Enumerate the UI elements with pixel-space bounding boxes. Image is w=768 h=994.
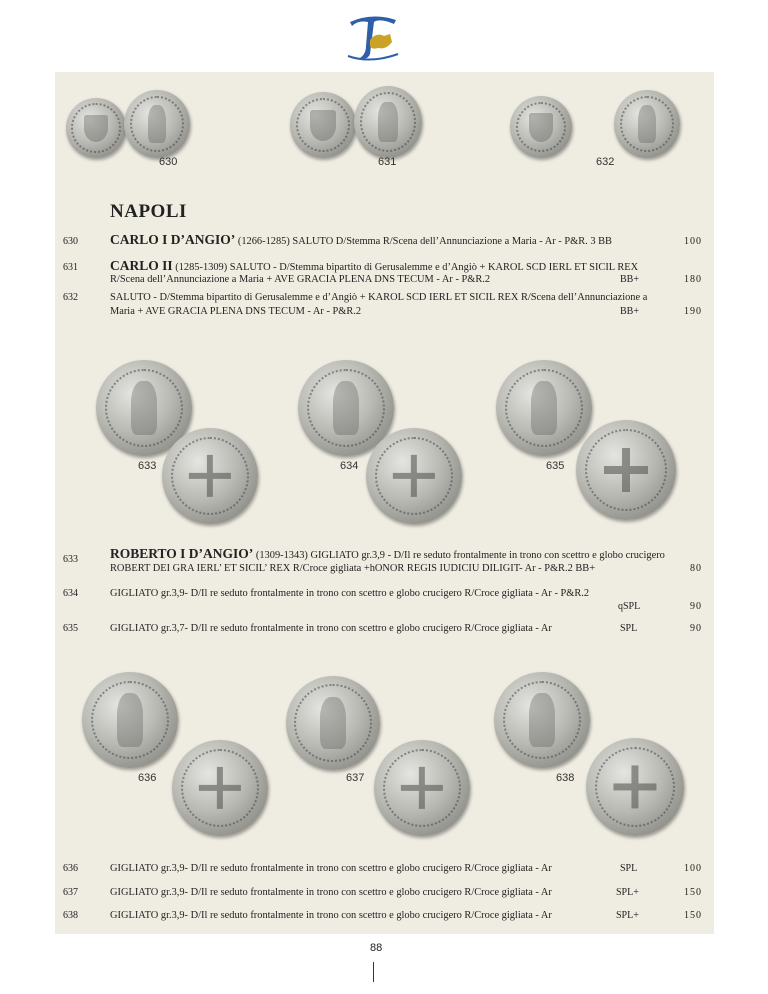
lot-price: 90 [690, 601, 702, 612]
coin-636-obverse [82, 672, 178, 768]
lot-price: 150 [684, 910, 702, 921]
coin-635-reverse [576, 420, 676, 520]
coin-635-obverse [496, 360, 592, 456]
lot-text-line2: R/Scena dell’Annunciazione a Maria + AVE GRACIA PLENA DNS TECUM - Ar - P&R.2 [110, 274, 491, 285]
lot-grade: qSPL [618, 601, 641, 612]
coin-637-obverse [286, 676, 380, 770]
lot-price: 190 [684, 306, 702, 317]
page-marker-line [373, 962, 374, 982]
lot-text: (1266-1285) SALUTO D/Stemma R/Scena dell’Annunciazione a Maria - Ar - P&R. 3 BB [237, 236, 612, 247]
lot-grade: SPL [620, 623, 638, 634]
coin-label-638: 638 [556, 772, 575, 784]
section-title: NAPOLI [110, 201, 187, 222]
lot-price: 150 [684, 887, 702, 898]
lot-description [110, 258, 638, 274]
lot-text: SALUTO - D/Stemma bipartito di Gerusalemme e d’Angiò + KAROL SCD IERL ET SICIL REX R/Scena dell’Annunciazione a [110, 292, 648, 303]
lot-text: (1285-1309) SALUTO - D/Stemma bipartito di Gerusalemme e d’Angiò + KAROL SCD IERL ET SICIL REX [175, 262, 639, 273]
lot-description [110, 232, 612, 248]
coin-label-631: 631 [378, 156, 397, 168]
coin-634-reverse [366, 428, 462, 524]
lot-text-line2: Maria + AVE GRACIA PLENA DNS TECUM - Ar - P&R.2 [110, 306, 362, 317]
lot-text: (1309-1343) GIGLIATO gr.3,9 - D/Il re seduto frontalmente in trono con scettro e globo crucigero [255, 550, 665, 561]
lot-text: GIGLIATO gr.3,9- D/Il re seduto frontalmente in trono con scettro e globo crucigero R/Croce gigliata - Ar [110, 887, 552, 898]
coin-631-obverse [290, 92, 356, 158]
coin-label-635: 635 [546, 460, 565, 472]
lot-text: GIGLIATO gr.3,9- D/Il re seduto frontalmente in trono con scettro e globo crucigero R/Croce gigliata - Ar [110, 863, 552, 874]
coin-label-634: 634 [340, 460, 359, 472]
coin-label-637: 637 [346, 772, 365, 784]
coin-631-reverse [354, 86, 422, 158]
lot-number: 634 [63, 588, 78, 599]
lot-grade: BB+ [620, 274, 639, 285]
coin-632-obverse [510, 96, 572, 158]
lot-number: 632 [63, 292, 78, 303]
page-number: 88 [370, 942, 383, 954]
lot-text: GIGLIATO gr.3,9- D/Il re seduto frontalmente in trono con scettro e globo crucigero R/Croce gigliata - Ar - P&R.2 [110, 588, 590, 599]
lot-price: 180 [684, 274, 702, 285]
lot-grade: SPL+ [616, 887, 639, 898]
coin-630-obverse [66, 98, 126, 158]
lot-grade: SPL+ [616, 910, 639, 921]
coin-636-reverse [172, 740, 268, 836]
lot-number: 630 [63, 236, 78, 247]
lot-text: GIGLIATO gr.3,9- D/Il re seduto frontalmente in trono con scettro e globo crucigero R/Croce gigliata - Ar [110, 910, 552, 921]
lot-ruler: CARLO I D’ANGIO’ [110, 232, 236, 247]
lot-description [110, 546, 665, 562]
lot-number: 631 [63, 262, 78, 273]
coin-638-obverse [494, 672, 590, 768]
lot-price: 100 [684, 236, 702, 247]
lot-text: GIGLIATO gr.3,7- D/Il re seduto frontalmente in trono con scettro e globo crucigero R/Croce gigliata - Ar [110, 623, 552, 634]
lot-grade: SPL [620, 863, 638, 874]
coin-637-reverse [374, 740, 470, 836]
coin-632-reverse [614, 90, 680, 158]
publisher-logo [340, 10, 404, 62]
lot-number: 635 [63, 623, 78, 634]
lot-number: 638 [63, 910, 78, 921]
lot-grade: BB+ [620, 306, 639, 317]
coin-630-reverse [124, 90, 190, 158]
lot-price: 100 [684, 863, 702, 874]
lot-number: 633 [63, 554, 78, 565]
lot-text-line2: ROBERT DEI GRA IERL’ ET SICIL’ REX R/Croce gigliata +hONOR REGIS IUDICIU DILIGIT- Ar - P&R.2 BB+ [110, 563, 596, 574]
coin-label-630: 630 [159, 156, 178, 168]
lot-price: 80 [690, 563, 702, 574]
coin-638-reverse [586, 738, 684, 836]
lot-ruler: CARLO II [110, 258, 173, 273]
lot-ruler: ROBERTO I D’ANGIO’ [110, 546, 254, 561]
coin-633-reverse [162, 428, 258, 524]
coin-label-632: 632 [596, 156, 615, 168]
lot-number: 637 [63, 887, 78, 898]
coin-label-636: 636 [138, 772, 157, 784]
lot-number: 636 [63, 863, 78, 874]
coin-label-633: 633 [138, 460, 157, 472]
lot-price: 90 [690, 623, 702, 634]
